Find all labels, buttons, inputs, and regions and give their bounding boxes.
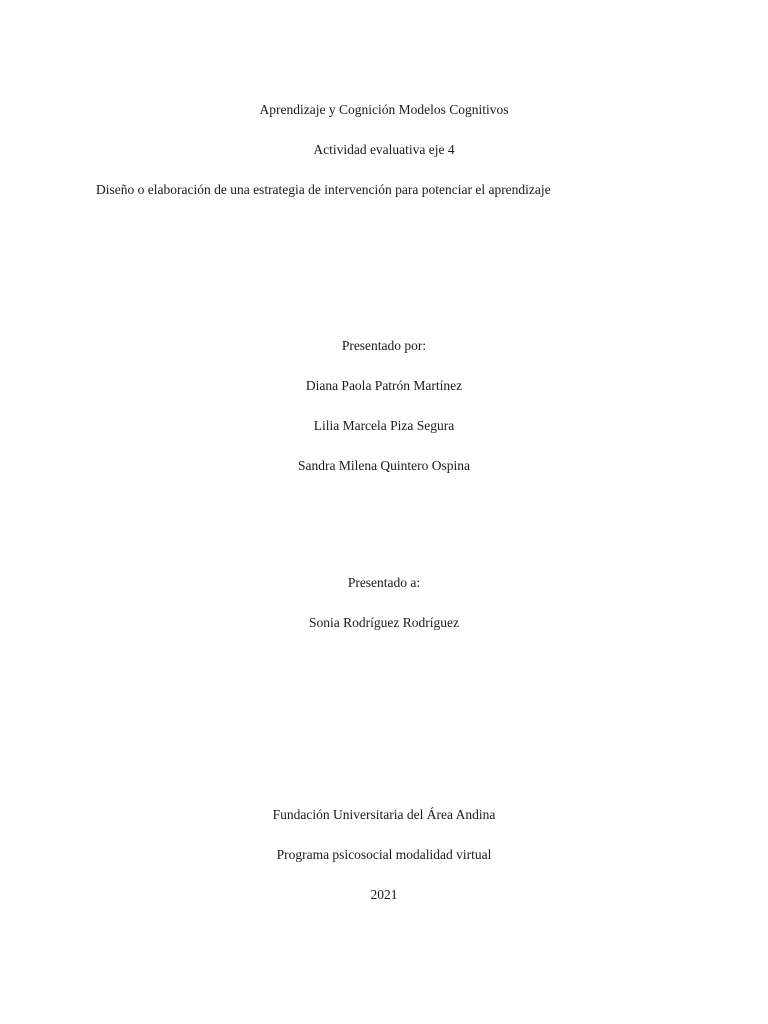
presented-to-label: Presentado a:: [347, 575, 421, 590]
presented-by-label: Presentado por:: [341, 338, 427, 353]
document-title: Aprendizaje y Cognición Modelos Cognitivos: [259, 102, 509, 117]
activity-name: Actividad evaluativa eje 4: [313, 142, 455, 157]
author-name: Lilia Marcela Piza Segura: [313, 418, 455, 433]
institution-name: Fundación Universitaria del Área Andina: [272, 807, 496, 822]
author-name: Sandra Milena Quintero Ospina: [297, 458, 471, 473]
teacher-name: Sonia Rodríguez Rodríguez: [309, 615, 459, 630]
document-year: 2021: [370, 887, 398, 902]
program-name: Programa psicosocial modalidad virtual: [276, 847, 492, 862]
document-subtitle: Diseño o elaboración de una estrategia de intervención para potenciar el aprendizaje: [96, 182, 551, 197]
author-name: Diana Paola Patrón Martínez: [305, 378, 463, 393]
